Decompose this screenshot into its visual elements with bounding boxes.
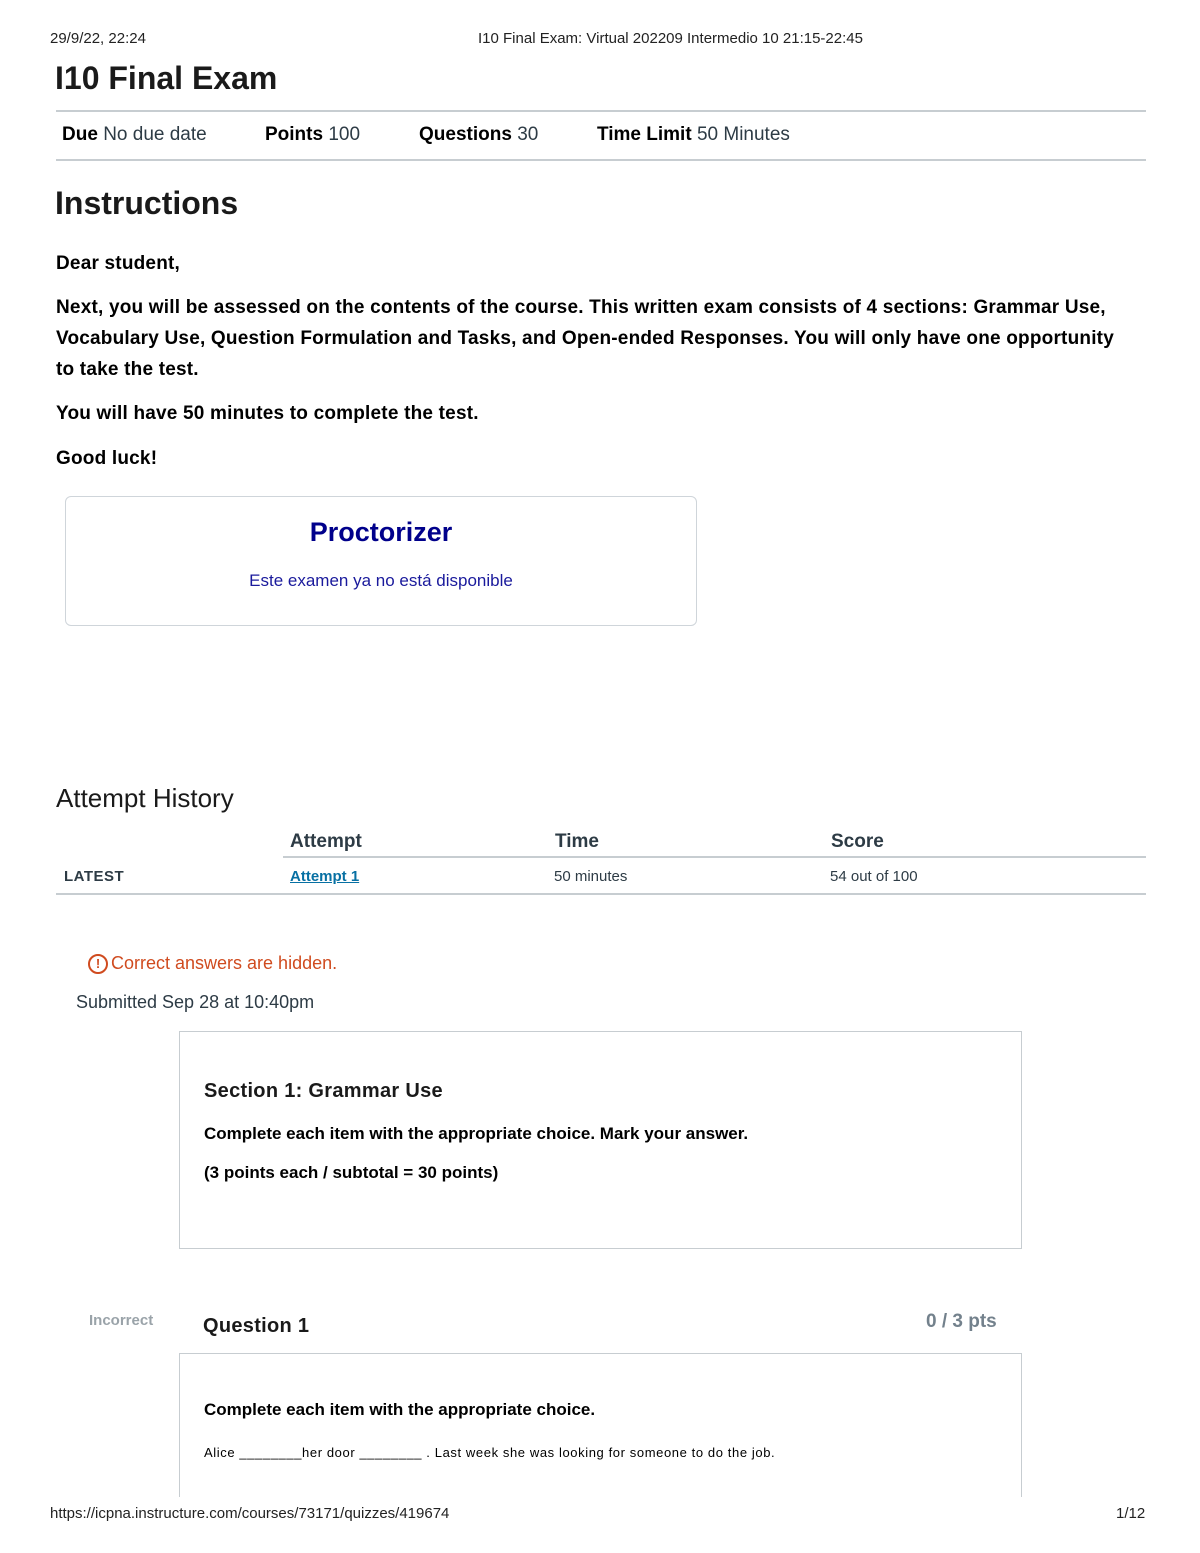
instructions-time-note: You will have 50 minutes to complete the test. [56, 403, 479, 424]
table-bottom-rule [56, 893, 1146, 895]
question-1-panel [179, 1353, 1022, 1513]
attempt-score: 54 out of 100 [830, 868, 918, 885]
proctorizer-panel [65, 496, 697, 626]
meta-points-value: 100 [328, 124, 361, 145]
section-title: Section 1: Grammar Use [204, 1080, 443, 1102]
column-header-attempt: Attempt [290, 831, 362, 852]
meta-due-label: Due [62, 124, 98, 145]
print-url: https://icpna.instructure.com/courses/73171/quizzes/419674 [50, 1505, 450, 1522]
instructions-heading: Instructions [55, 185, 239, 221]
meta-questions [419, 124, 538, 146]
section-1-panel [179, 1031, 1022, 1249]
latest-badge: LATEST [64, 868, 125, 885]
meta-due-value: No due date [103, 124, 207, 145]
print-page-title: I10 Final Exam: Virtual 202209 Intermedio 10 21:15-22:45 [478, 30, 863, 47]
attempt-time: 50 minutes [554, 868, 628, 885]
meta-time-limit [597, 124, 790, 146]
divider [56, 159, 1146, 161]
meta-time-value: 50 Minutes [696, 124, 790, 145]
proctorizer-title: Proctorizer [309, 517, 453, 547]
attempt-1-link[interactable]: Attempt 1 [290, 868, 360, 885]
warning-icon: ! [88, 954, 108, 974]
section-instruction: Complete each item with the appropriate choice. Mark your answer. [204, 1124, 749, 1143]
proctorizer-message: Este examen ya no está disponible [249, 571, 513, 590]
print-page-number: 1/12 [1116, 1505, 1146, 1522]
question-prompt: Complete each item with the appropriate choice. [204, 1400, 596, 1419]
meta-questions-value: 30 [517, 124, 539, 145]
hidden-note-text: Correct answers are hidden. [111, 953, 338, 973]
meta-questions-label: Questions [419, 124, 512, 145]
instructions-body: Next, you will be assessed on the contents of the course. This written exam consists of 4 sections: Grammar Use, Vocabulary Use, Question Formulation and Tasks, and Open-ended Responses. You will only have one opportunity to take the test. [56, 297, 1114, 380]
column-header-score: Score [831, 831, 884, 852]
correct-answers-hidden-note [88, 953, 337, 974]
section-points-note: (3 points each / subtotal = 30 points) [204, 1163, 499, 1182]
question-points: 0 / 3 pts [926, 1311, 997, 1332]
attempt-history-heading: Attempt History [56, 783, 234, 813]
divider [56, 110, 1146, 112]
meta-points-label: Points [265, 124, 324, 145]
meta-points [265, 124, 360, 146]
question-sentence: Alice ________her door ________ . Last week she was looking for someone to do the job. [204, 1445, 776, 1460]
submitted-timestamp: Submitted Sep 28 at 10:40pm [76, 992, 315, 1012]
table-header-rule [283, 856, 1146, 858]
meta-time-label: Time Limit [597, 124, 692, 145]
instructions-closing: Good luck! [56, 448, 158, 469]
print-date: 29/9/22, 22:24 [50, 30, 146, 47]
quiz-title: I10 Final Exam [55, 60, 278, 96]
instructions-greeting: Dear student, [56, 253, 181, 274]
question-title: Question 1 [203, 1315, 310, 1337]
question-status-incorrect: Incorrect [89, 1312, 154, 1329]
column-header-time: Time [555, 831, 600, 852]
meta-due [62, 124, 207, 146]
